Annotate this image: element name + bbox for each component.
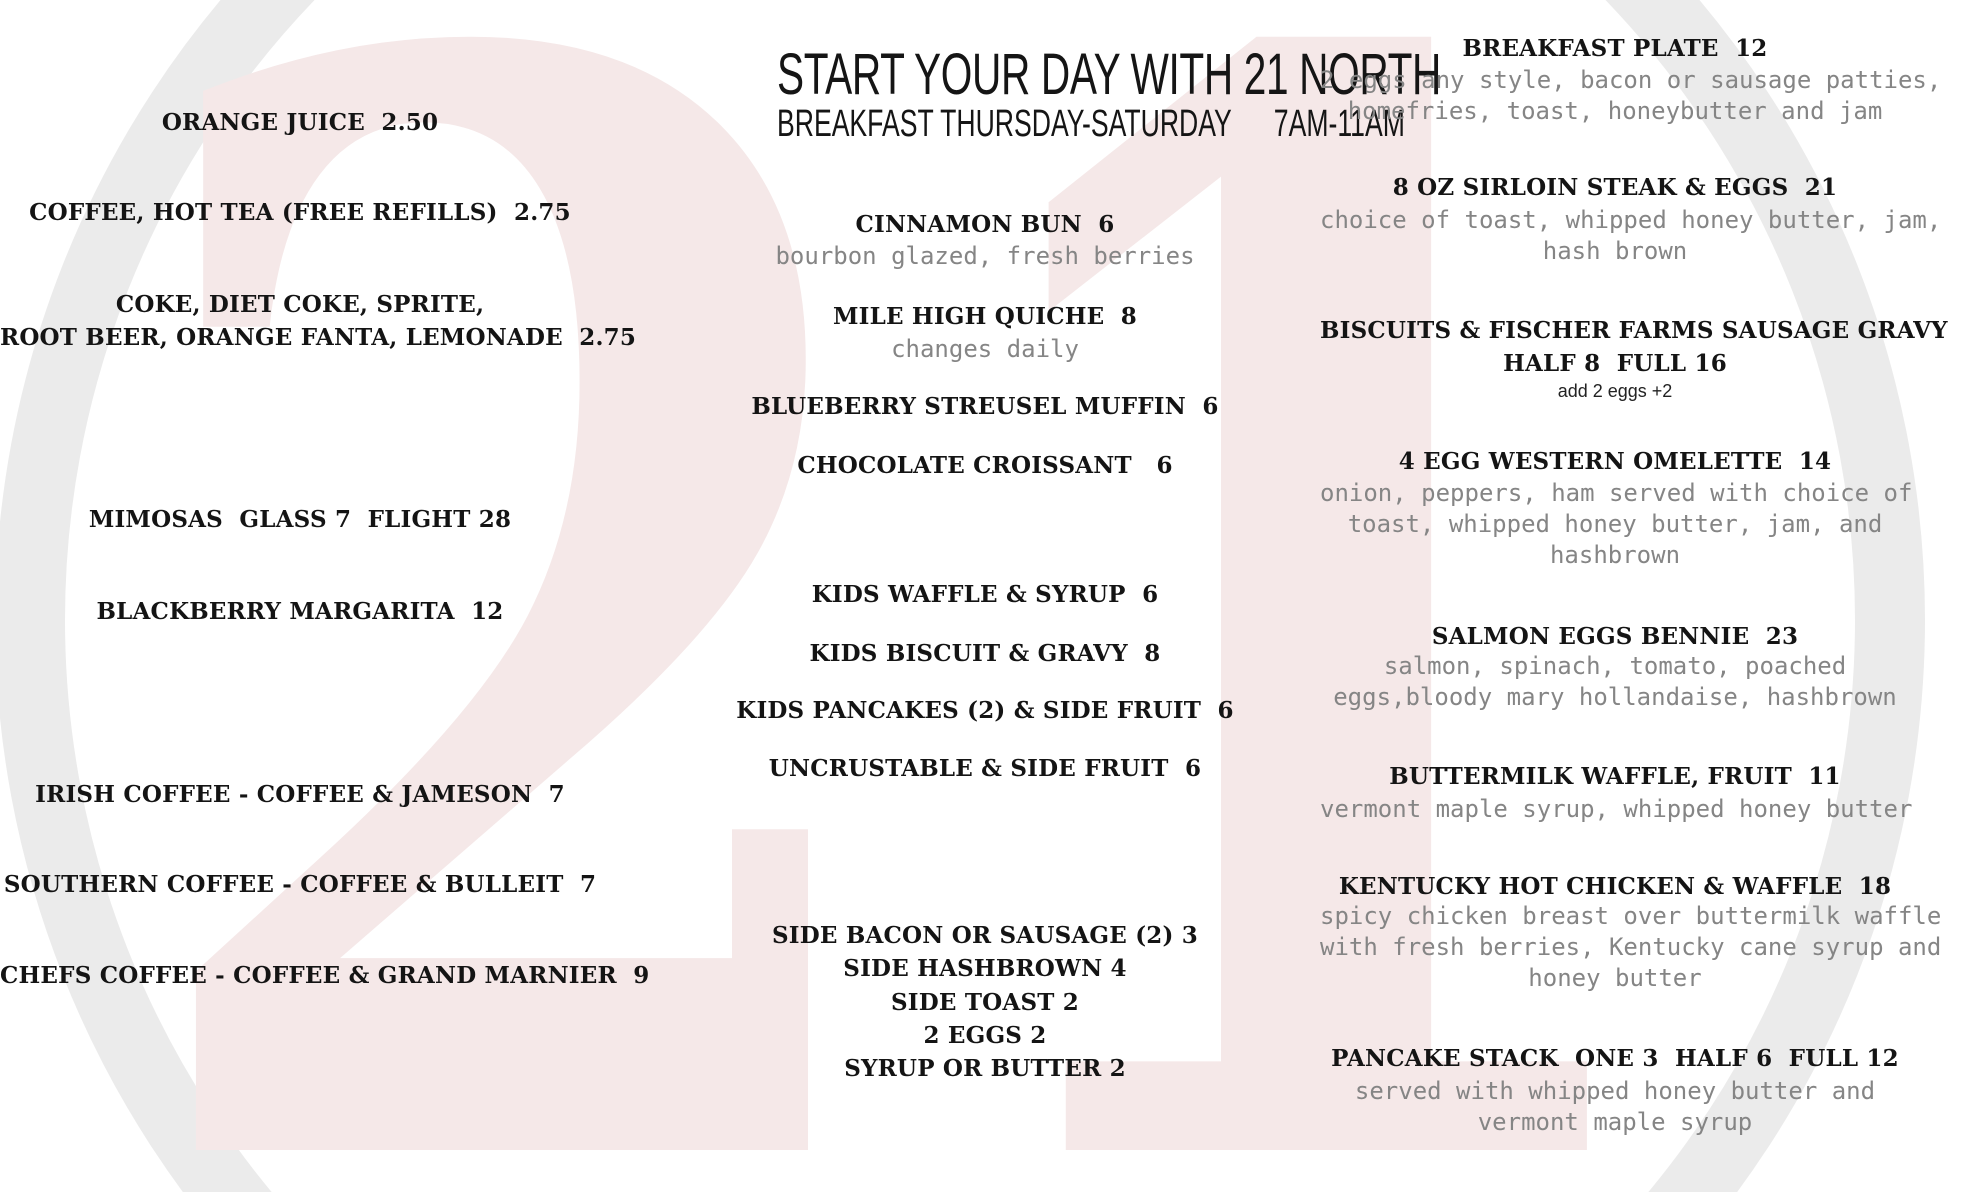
menu-item-omelette-desc-2: toast, whipped honey butter, jam, and bbox=[1347, 510, 1883, 538]
menu-item-steak-desc-1: choice of toast, whipped honey butter, jam, bbox=[1320, 206, 1942, 234]
menu-item-kids-waffle: KIDS WAFFLE & SYRUP 6 bbox=[811, 581, 1159, 608]
menu-item-pancake-stack: PANCAKE STACK ONE 3 HALF 6 FULL 12 bbox=[1331, 1045, 1899, 1072]
entrees-column bbox=[1320, 0, 1948, 1192]
menu-item-breakfast-plate-desc-2: homefries, toast, honeybutter and jam bbox=[1347, 97, 1883, 125]
menu-item-southern-coffee: SOUTHERN COFFEE - COFFEE & BULLEIT 7 bbox=[3, 871, 597, 898]
menu-item-side-syrup: SYRUP OR BUTTER 2 bbox=[844, 1055, 1126, 1082]
menu-item-breakfast-plate-desc-1: 2 eggs any style, bacon or sausage patties, bbox=[1320, 66, 1942, 94]
menu-item-pancake-stack-desc-2: vermont maple syrup bbox=[1477, 1108, 1753, 1136]
breakfast-hours: 7AM-11AM bbox=[1273, 103, 1405, 145]
drinks-column bbox=[0, 0, 650, 1192]
menu-item-salmon-bennie-desc-1: salmon, spinach, tomato, poached bbox=[1383, 652, 1847, 680]
menu-item-side-toast: SIDE TOAST 2 bbox=[891, 989, 1079, 1016]
menu-item-cinnamon-bun-desc: bourbon glazed, fresh berries bbox=[775, 242, 1195, 270]
menu-item-omelette-desc-3: hashbrown bbox=[1549, 541, 1681, 569]
menu-item-hot-chicken-desc-1: spicy chicken breast over buttermilk waffle bbox=[1320, 902, 1942, 930]
menu-item-sodas-line1: COKE, DIET COKE, SPRITE, bbox=[115, 291, 485, 318]
menu-item-pancake-stack-desc-1: served with whipped honey butter and bbox=[1354, 1077, 1876, 1105]
menu-item-kids-biscuit: KIDS BISCUIT & GRAVY 8 bbox=[809, 640, 1161, 667]
menu-item-quiche: MILE HIGH QUICHE 8 bbox=[832, 303, 1138, 330]
menu-item-breakfast-plate: BREAKFAST PLATE 12 bbox=[1462, 35, 1768, 62]
menu-item-mimosas: MIMOSAS GLASS 7 FLIGHT 28 bbox=[88, 506, 512, 533]
menu-item-biscuits-gravy-addon: add 2 eggs +2 bbox=[1557, 381, 1673, 401]
menu-item-hot-chicken: KENTUCKY HOT CHICKEN & WAFFLE 18 bbox=[1338, 873, 1892, 900]
menu-title: START YOUR DAY WITH 21 NORTH bbox=[777, 42, 1441, 107]
menu-item-margarita: BLACKBERRY MARGARITA 12 bbox=[96, 598, 504, 625]
menu-item-uncrustable: UNCRUSTABLE & SIDE FRUIT 6 bbox=[768, 755, 1202, 782]
menu-item-chefs-coffee: CHEFS COFFEE - COFFEE & GRAND MARNIER 9 bbox=[0, 962, 650, 989]
menu-item-muffin: BLUEBERRY STREUSEL MUFFIN 6 bbox=[751, 393, 1219, 420]
menu-item-kids-pancakes: KIDS PANCAKES (2) & SIDE FRUIT 6 bbox=[736, 697, 1234, 724]
menu-item-omelette-desc-1: onion, peppers, ham served with choice of bbox=[1320, 479, 1913, 507]
menu-item-hot-chicken-desc-2: with fresh berries, Kentucky cane syrup and bbox=[1320, 933, 1942, 961]
menu-item-side-bacon: SIDE BACON OR SAUSAGE (2) 3 bbox=[772, 922, 1198, 949]
menu-item-cinnamon-bun: CINNAMON BUN 6 bbox=[855, 211, 1115, 238]
menu-item-side-hashbrown: SIDE HASHBROWN 4 bbox=[843, 955, 1127, 982]
menu-item-irish-coffee: IRISH COFFEE - COFFEE & JAMESON 7 bbox=[35, 781, 565, 808]
menu-item-hot-chicken-desc-3: honey butter bbox=[1528, 964, 1702, 992]
menu-item-coffee: COFFEE, HOT TEA (FREE REFILLS) 2.75 bbox=[29, 199, 571, 226]
menu-item-buttermilk-waffle: BUTTERMILK WAFFLE, FRUIT 11 bbox=[1389, 763, 1841, 790]
menu-item-side-eggs: 2 EGGS 2 bbox=[923, 1022, 1047, 1049]
menu-item-biscuits-gravy-price: HALF 8 FULL 16 bbox=[1503, 350, 1727, 377]
menu-item-omelette: 4 EGG WESTERN OMELETTE 14 bbox=[1398, 448, 1832, 475]
menu-item-biscuits-gravy: BISCUITS & FISCHER FARMS SAUSAGE GRAVY bbox=[1320, 317, 1948, 344]
menu-item-salmon-bennie: SALMON EGGS BENNIE 23 bbox=[1431, 623, 1799, 650]
menu-item-buttermilk-waffle-desc: vermont maple syrup, whipped honey butter bbox=[1320, 795, 1913, 823]
breakfast-days: BREAKFAST THURSDAY-SATURDAY bbox=[777, 103, 1232, 145]
menu-item-sodas-line2: ROOT BEER, ORANGE FANTA, LEMONADE 2.75 bbox=[0, 324, 637, 351]
menu-item-croissant: CHOCOLATE CROISSANT 6 bbox=[797, 452, 1173, 479]
menu-item-steak: 8 OZ SIRLOIN STEAK & EGGS 21 bbox=[1392, 174, 1838, 201]
background-logo-text: 21 bbox=[120, 0, 1700, 1192]
menu-item-salmon-bennie-desc-2: eggs,bloody mary hollandaise, hashbrown bbox=[1333, 683, 1897, 711]
menu-item-steak-desc-2: hash brown bbox=[1542, 237, 1688, 265]
menu-item-orange-juice: ORANGE JUICE 2.50 bbox=[161, 109, 439, 136]
menu-item-quiche-desc: changes daily bbox=[891, 335, 1079, 363]
